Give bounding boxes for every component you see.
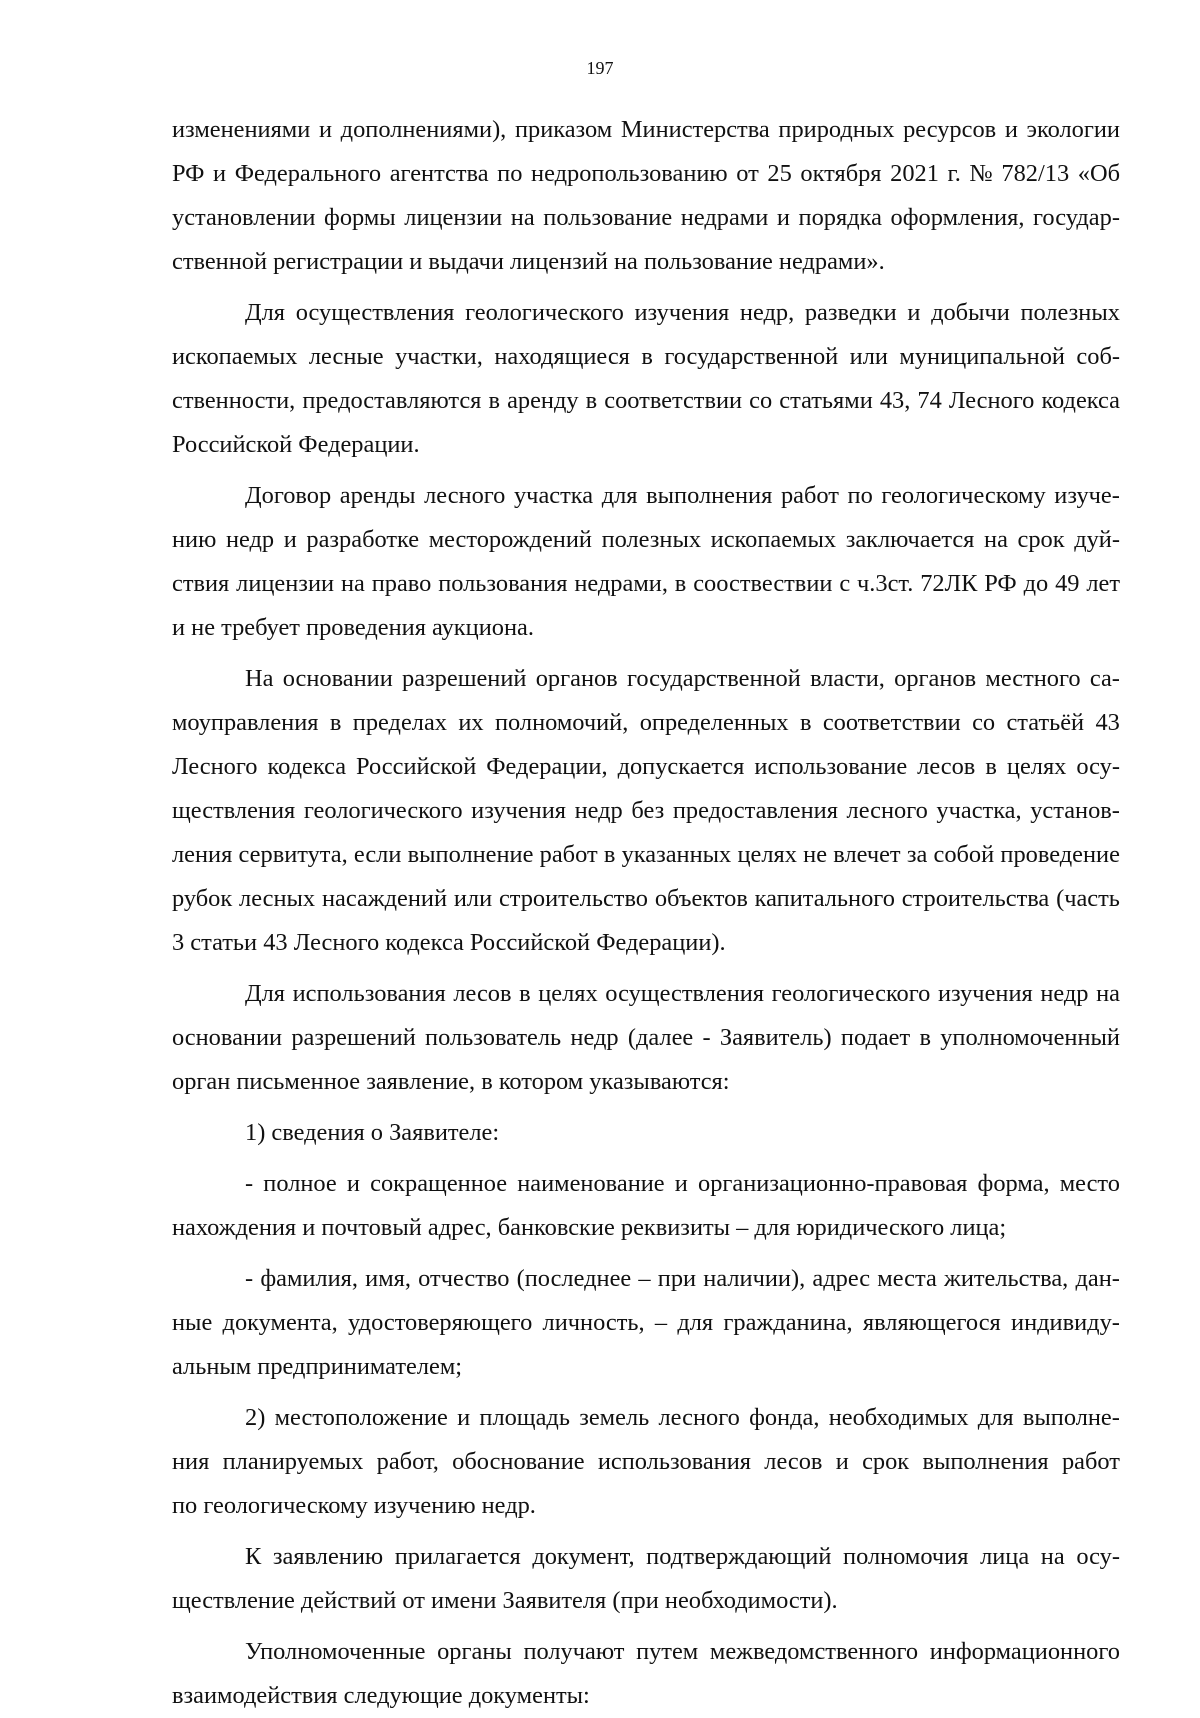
text-line: орган письменное заявление, в котором указываются: [172, 1068, 730, 1095]
text-line: 1) сведения о Заявителе: [245, 1119, 500, 1146]
text-line: - полное и сокращенное наименование и организационно-правовая форма, место [245, 1170, 1120, 1197]
text-line: по геологическому изучению недр. [172, 1492, 536, 1519]
text-line: РФ и Федерального агентства по недропользованию от 25 октября 2021 г. № 782/13 «Об [172, 160, 1120, 187]
text-line: ления сервитута, если выполнение работ в указанных целях не влечет за собой проведение [172, 841, 1120, 868]
paragraph [172, 1111, 1120, 1155]
text-line: основании разрешений пользователь недр (далее - Заявитель) подает в уполномоченный [172, 1024, 1120, 1051]
page-number: 197 [586, 58, 614, 78]
text-line: нахождения и почтовый адрес, банковские реквизиты – для юридического лица; [172, 1214, 1007, 1241]
text-line: альным предпринимателем; [172, 1353, 463, 1380]
text-line: ственности, предоставляются в аренду в соответствии со статьями 43, 74 Лесного кодекса [172, 387, 1120, 414]
text-line: рубок лесных насаждений или строительство объектов капитального строительства (часть [172, 885, 1120, 912]
paragraph [172, 972, 1120, 1104]
text-line: ственной регистрации и выдачи лицензий на пользование недрами». [172, 248, 885, 275]
text-line: нию недр и разработке месторождений полезных ископаемых заключается на срок дуй- [172, 526, 1120, 553]
text-line: моуправления в пределах их полномочий, определенных в соответствии со статьёй 43 [172, 709, 1120, 736]
text-line: 3 статьи 43 Лесного кодекса Российской Федерации). [172, 929, 726, 956]
text-line: изменениями и дополнениями), приказом Министерства природных ресурсов и экологии [172, 116, 1120, 143]
text-line: На основании разрешений органов государственной власти, органов местного са- [245, 665, 1120, 692]
paragraph [172, 1257, 1120, 1389]
text-line: ископаемых лесные участки, находящиеся в государственной или муниципальной соб- [172, 343, 1120, 370]
document-body [172, 108, 1120, 1718]
text-line: и не требует проведения аукциона. [172, 614, 534, 641]
text-line: 2) местоположение и площадь земель лесного фонда, необходимых для выполне- [245, 1404, 1120, 1431]
text-line: К заявлению прилагается документ, подтверждающий полномочия лица на осу- [245, 1543, 1120, 1570]
text-line: - фамилия, имя, отчество (последнее – при наличии), адрес места жительства, дан- [245, 1265, 1120, 1292]
text-line: Договор аренды лесного участка для выполнения работ по геологическому изуче- [245, 482, 1120, 509]
text-line: Российской Федерации. [172, 431, 420, 458]
paragraph [172, 108, 1120, 284]
text-line: ществление действий от имени Заявителя (при необходимости). [172, 1587, 838, 1614]
text-line: взаимодействия следующие документы: [172, 1682, 590, 1709]
text-line: ществления геологического изучения недр без предоставления лесного участка, установ- [172, 797, 1120, 824]
text-line: установлении формы лицензии на пользование недрами и порядка оформления, государ- [172, 204, 1120, 231]
text-line: ствия лицензии на право пользования недрами, в сооствествии с ч.3ст. 72ЛК РФ до 49 лет [172, 570, 1120, 597]
text-line: Для использования лесов в целях осуществления геологического изучения недр на [245, 980, 1120, 1007]
text-line: ные документа, удостоверяющего личность, – для гражданина, являющегося индивиду- [172, 1309, 1120, 1336]
paragraph [172, 1396, 1120, 1528]
paragraph [172, 1162, 1120, 1250]
text-line: ния планируемых работ, обоснование использования лесов и срок выполнения работ [172, 1448, 1120, 1475]
paragraph [172, 1535, 1120, 1623]
paragraph [172, 657, 1120, 965]
text-line: Для осуществления геологического изучения недр, разведки и добычи полезных [245, 299, 1120, 326]
paragraph [172, 1630, 1120, 1718]
text-line: Уполномоченные органы получают путем межведомственного информационного [245, 1638, 1120, 1665]
text-line: Лесного кодекса Российской Федерации, допускается использование лесов в целях осу- [172, 753, 1120, 780]
paragraph [172, 291, 1120, 467]
paragraph [172, 474, 1120, 650]
